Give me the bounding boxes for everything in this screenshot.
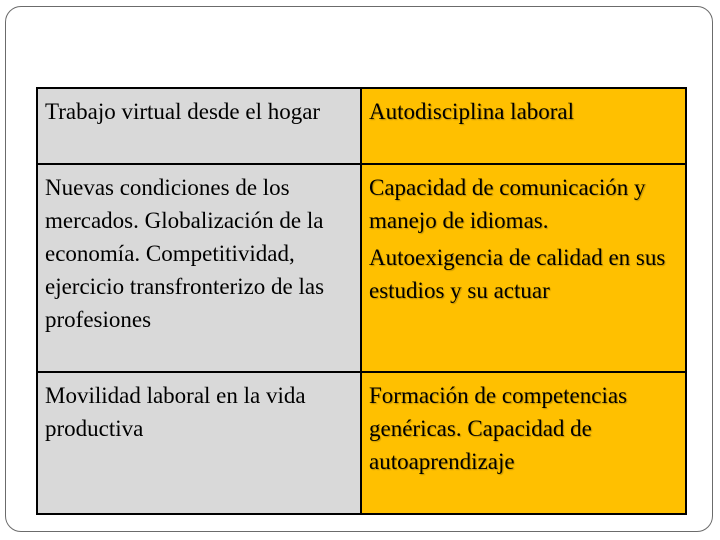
table-cell-right — [361, 372, 686, 514]
cell-text: Movilidad laboral en la vida productiva — [45, 383, 306, 441]
cell-text: Capacidad de comunicación y manejo de idiomas. — [369, 175, 646, 233]
cell-text: Autodisciplina laboral — [369, 99, 575, 124]
cell-text: Formación de competencias genéricas. Capacidad de autoaprendizaje — [369, 383, 628, 474]
table-cell-left — [37, 88, 361, 164]
table-cell-left — [37, 372, 361, 514]
table-cell-right — [361, 164, 686, 372]
cell-text: Trabajo virtual desde el hogar — [45, 99, 321, 124]
table-row — [37, 88, 686, 164]
cell-text: Nuevas condiciones de los mercados. Globalización de la economía. Competitividad, ejercicio transfronterizo de las profesiones — [45, 175, 325, 332]
table-row — [37, 372, 686, 514]
cell-text: Autoexigencia de calidad en sus estudios y su actuar — [369, 245, 666, 303]
table-row — [37, 164, 686, 372]
table-cell-right — [361, 88, 686, 164]
table-cell-left — [37, 164, 361, 372]
content-table — [36, 87, 687, 515]
